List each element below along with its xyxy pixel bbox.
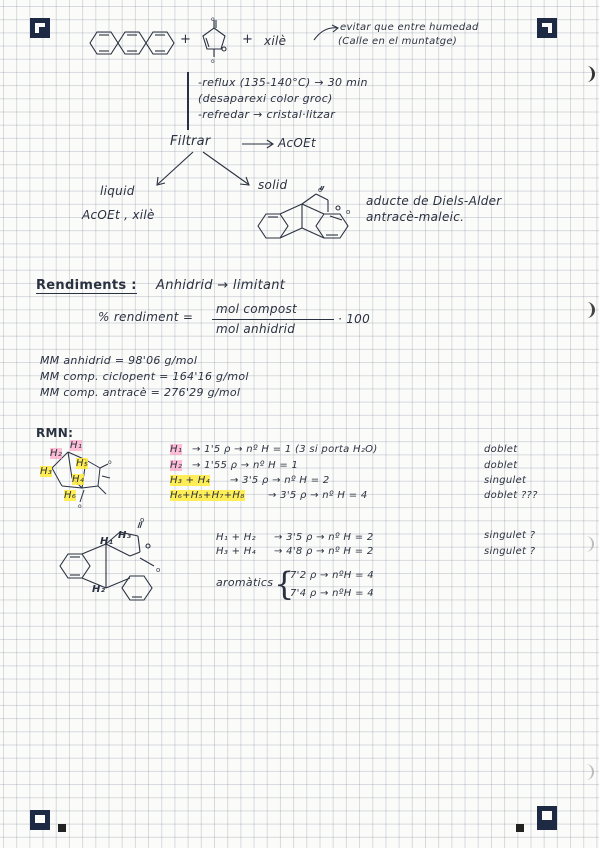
mol2-label-h3: H₃ xyxy=(118,530,132,541)
mw-anthracene: MM comp. antracè = 276'29 g/mol xyxy=(40,386,241,399)
set2-row1-mult: singulet ? xyxy=(484,530,536,541)
set1-row3-h: H₃ + H₄ xyxy=(170,475,210,486)
svg-text:o: o xyxy=(108,459,112,466)
product-line-1: aducte de Diels-Alder xyxy=(366,194,502,208)
corner-mark-top-right xyxy=(537,18,557,38)
set2-row2-text: → 4'8 ρ → nº H = 2 xyxy=(274,546,374,557)
binder-hole-4 xyxy=(582,764,594,780)
svg-text:o: o xyxy=(78,503,82,510)
molecule-2-structure xyxy=(54,516,174,604)
mol1-label-h1: H₁ xyxy=(70,440,83,451)
filter-label: Filtrar xyxy=(170,134,211,149)
reagent-plus-1: + xyxy=(180,32,192,47)
aromatics-row-1: 7'2 ρ → nºH = 4 xyxy=(290,570,374,581)
set2-row2-h: H₃ + H₄ xyxy=(216,546,256,557)
svg-text:o: o xyxy=(211,58,215,64)
yield-denominator: mol anhidrid xyxy=(216,322,296,336)
svg-text:o: o xyxy=(156,566,161,574)
filter-solvent: AcOEt xyxy=(278,136,317,150)
binder-hole-3 xyxy=(582,536,594,552)
aromatics-row-2: 7'4 ρ → nºH = 4 xyxy=(290,588,374,599)
bottom-right-square xyxy=(516,824,524,832)
svg-text:o: o xyxy=(318,186,323,194)
fraction-bar xyxy=(212,319,334,320)
set1-row1-mult: doblet xyxy=(484,444,518,455)
adduct-structure xyxy=(254,186,366,248)
liquid-contents: AcOEt , xilè xyxy=(82,208,155,222)
mol1-label-h5: H₅ xyxy=(76,458,89,469)
condition-color: (desaparexi color groc) xyxy=(198,92,333,105)
mol1-label-h2: H₂ xyxy=(50,448,63,459)
set1-row2-text: → 1'55 ρ → nº H = 1 xyxy=(192,460,299,471)
yield-numerator: mol compost xyxy=(216,302,298,316)
mol1-label-h6: H₆ xyxy=(64,490,77,501)
mol2-label-h2: H₂ xyxy=(92,584,106,595)
mol1-label-h4: H₄ xyxy=(72,474,85,485)
condition-cool: -refredar → cristal·litzar xyxy=(198,108,336,121)
mol2-label-h1: H₁ xyxy=(100,536,114,547)
mol1-label-h3: H₃ xyxy=(40,466,53,477)
svg-text:o: o xyxy=(346,208,351,216)
mw-cyclopent: MM comp. ciclopent = 164'16 g/mol xyxy=(40,370,249,383)
set2-row2-mult: singulet ? xyxy=(484,546,536,557)
filter-arrow xyxy=(240,138,276,150)
yield-multiplier: · 100 xyxy=(338,312,371,326)
yield-formula-label: % rendiment = xyxy=(98,310,194,324)
liquid-label: liquid xyxy=(100,184,135,198)
note-line-1: evitar que entre humedad xyxy=(340,22,479,33)
set1-row2-mult: doblet xyxy=(484,460,518,471)
svg-text:o: o xyxy=(211,16,215,23)
aromatics-brace: { xyxy=(274,565,295,603)
limiting-reagent: Anhidrid → limitant xyxy=(156,278,286,293)
set1-row3-mult: singulet xyxy=(484,475,527,486)
set2-row1-h: H₁ + H₂ xyxy=(216,532,256,543)
yields-heading: Rendiments : xyxy=(36,278,137,293)
corner-mark-bottom-right xyxy=(537,806,557,830)
rmn-heading: RMN: xyxy=(36,426,74,440)
set2-row1-text: → 3'5 ρ → nº H = 2 xyxy=(274,532,374,543)
split-arrows xyxy=(118,150,268,190)
mw-anhydride: MM anhidrid = 98'06 g/mol xyxy=(40,354,198,367)
set1-row1-text: → 1'5 ρ → nº H = 1 (3 si porta H₂O) xyxy=(192,444,378,455)
reagent-plus-2: + xyxy=(242,32,254,47)
conditions-bracket xyxy=(187,72,189,130)
product-line-2: antracè-maleic. xyxy=(366,210,465,224)
bottom-left-square xyxy=(58,824,66,832)
set1-row4-h: H₆+H₅+H₇+H₈ xyxy=(170,490,245,501)
binder-hole-1 xyxy=(582,66,595,82)
solid-label: solid xyxy=(258,178,288,192)
set1-row3-text: → 3'5 ρ → nº H = 2 xyxy=(230,475,330,486)
binder-hole-2 xyxy=(582,302,595,318)
set1-row4-text: → 3'5 ρ → nº H = 4 xyxy=(268,490,368,501)
set1-row4-mult: doblet ??? xyxy=(484,490,538,501)
note-arrow xyxy=(312,22,340,42)
solvent-xylene: xilè xyxy=(264,34,287,48)
corner-mark-bottom-left xyxy=(30,810,50,830)
condition-reflux: -reflux (135-140°C) → 30 min xyxy=(198,76,368,89)
anthracene-structure xyxy=(88,28,176,58)
aromatics-label: aromàtics xyxy=(216,576,274,589)
set1-row1-h: H₁ xyxy=(170,444,183,455)
corner-mark-top-left xyxy=(30,18,50,38)
note-line-2: (Calle en el muntatge) xyxy=(338,36,458,47)
maleic-anhydride-structure xyxy=(194,16,234,64)
svg-text:o: o xyxy=(140,516,145,524)
set1-row2-h: H₂ xyxy=(170,460,183,471)
